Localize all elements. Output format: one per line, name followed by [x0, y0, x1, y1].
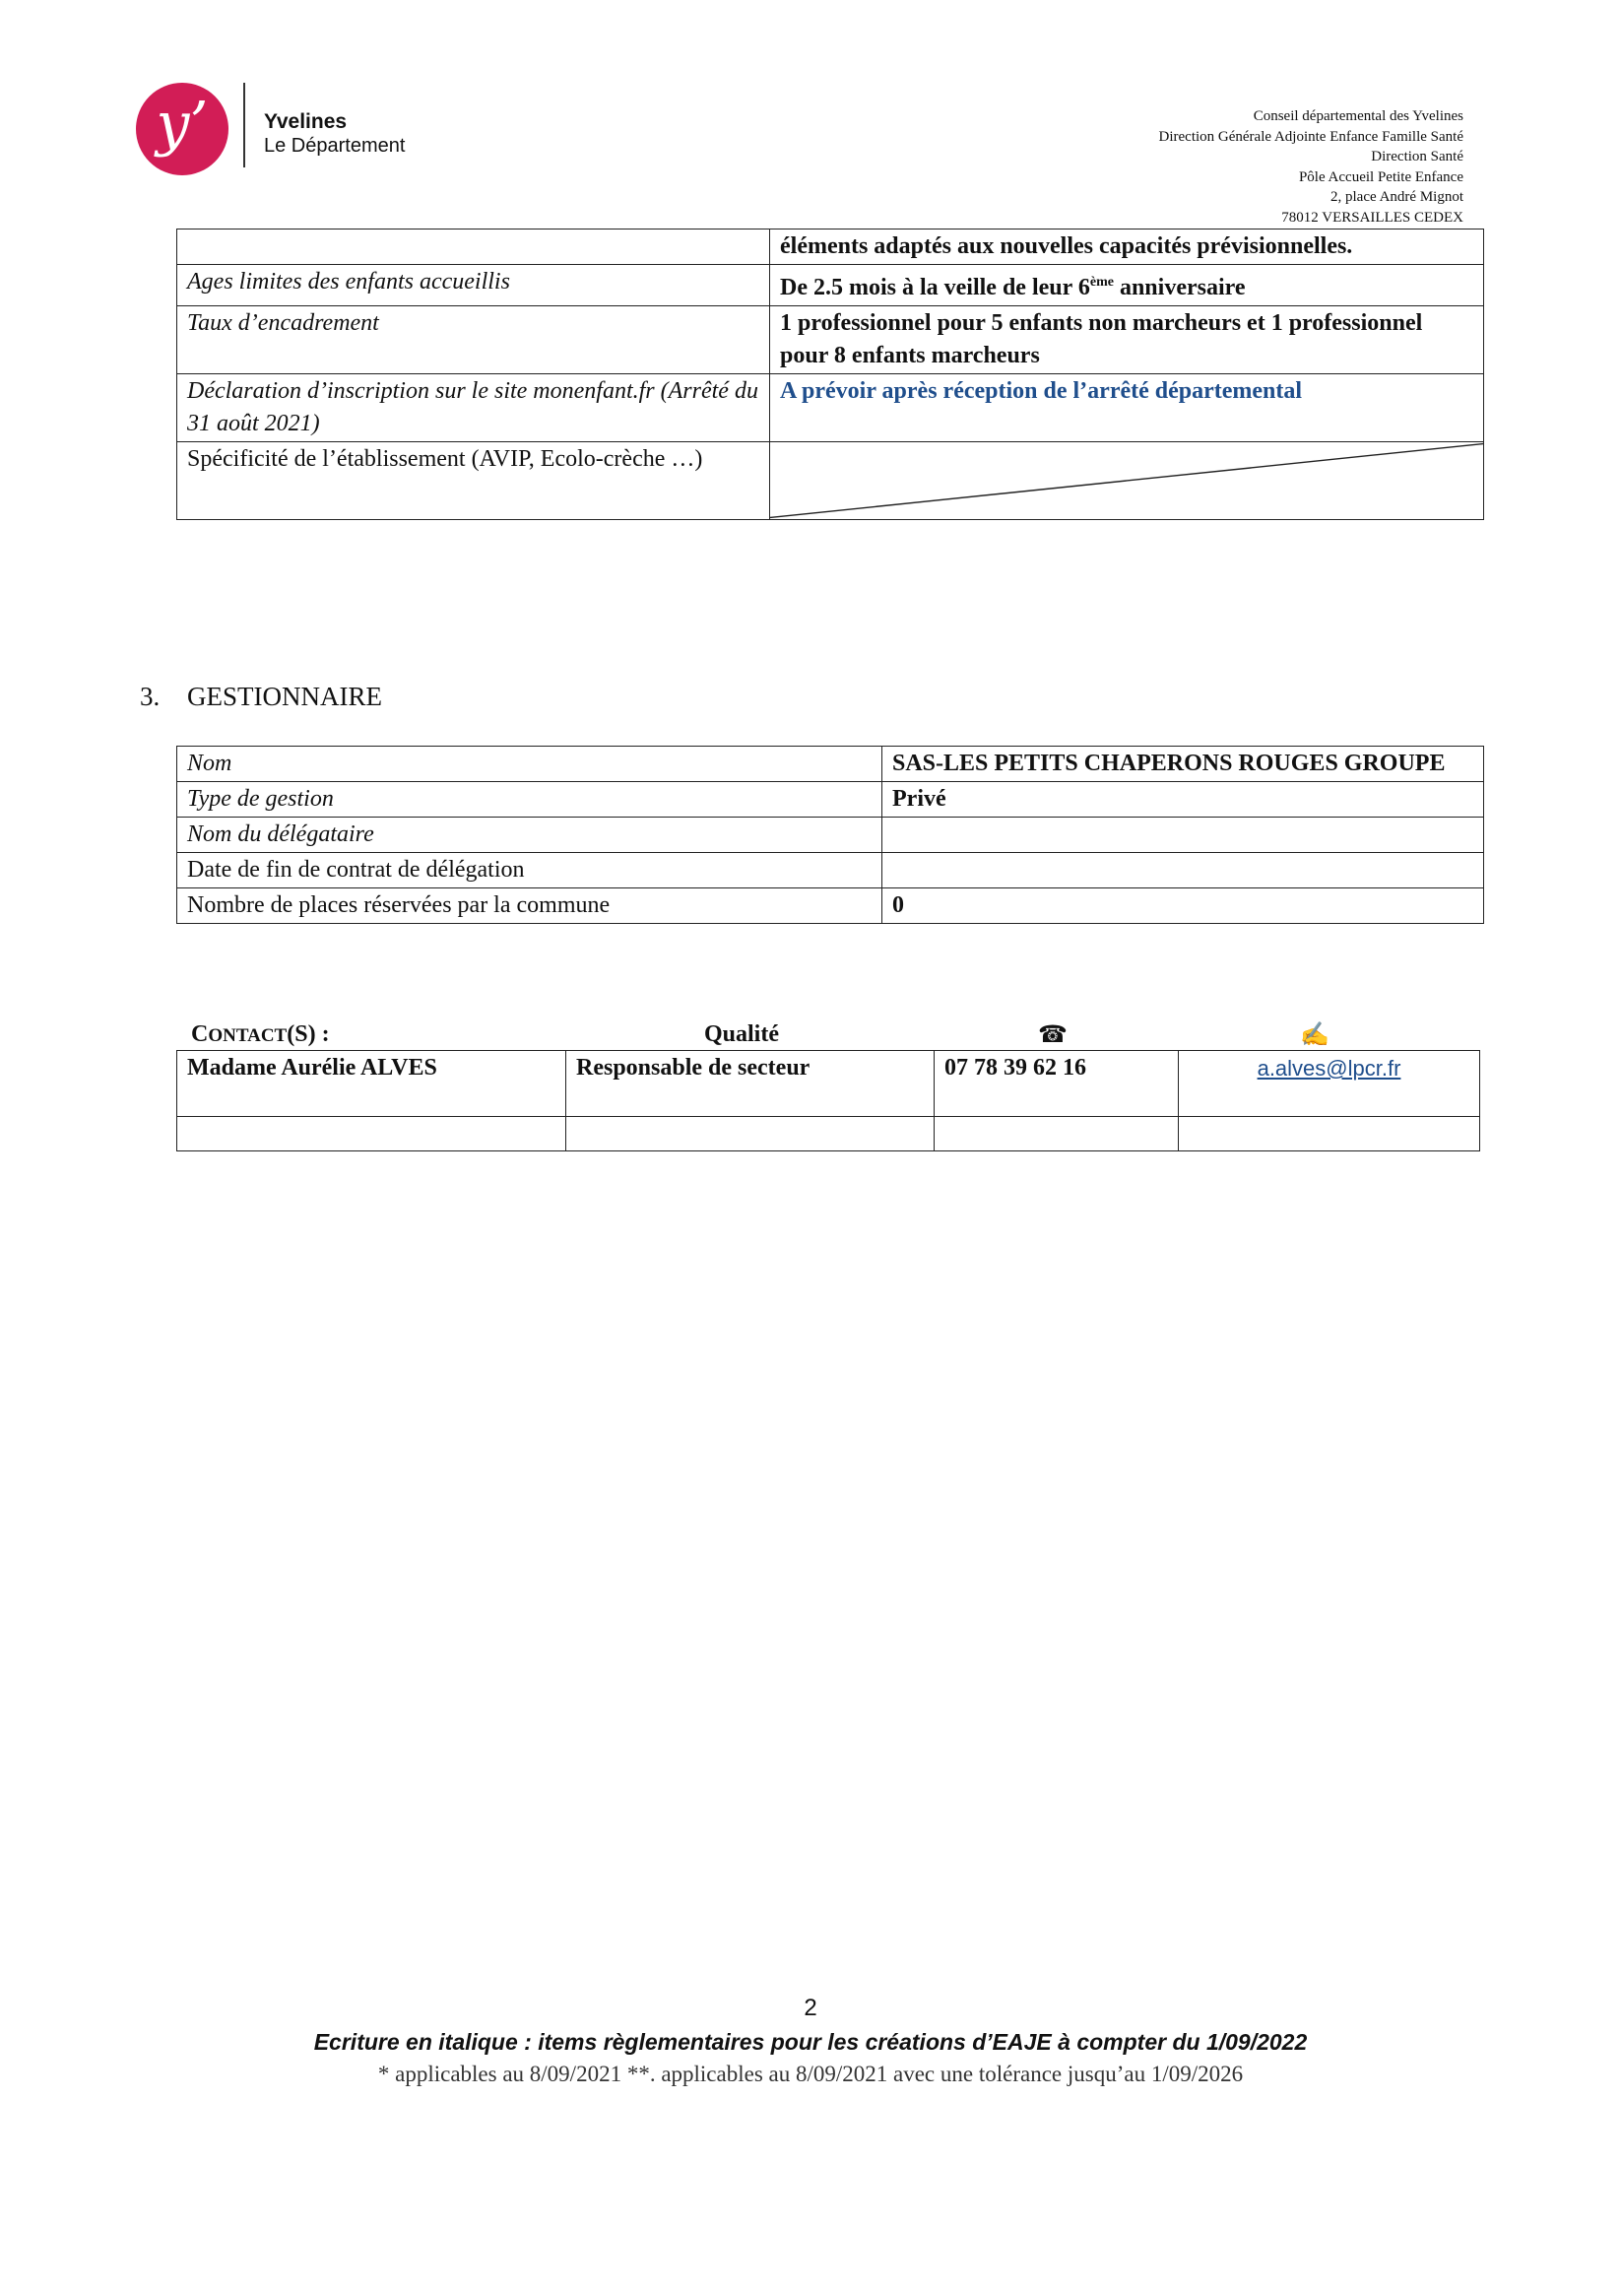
quality-header: Qualité	[704, 1021, 779, 1047]
contact-email-link[interactable]: a.alves@lpcr.fr	[1179, 1051, 1480, 1117]
sender-address	[1159, 106, 1463, 228]
address-line: Direction Générale Adjointe Enfance Famille Santé	[1158, 128, 1463, 145]
address-line: 78012 VERSAILLES CEDEX	[1281, 209, 1463, 226]
contact-phone: 07 78 39 62 16	[935, 1051, 1179, 1117]
establishment-table	[176, 229, 1484, 520]
address-line: 2, place André Mignot	[1330, 189, 1463, 205]
reserved-places-label: Nombre de places réservées par la commune	[177, 888, 882, 924]
delegate-label: Nom du délégataire	[177, 818, 882, 853]
table-row	[177, 782, 1484, 818]
capacity-note: éléments adaptés aux nouvelles capacités prévisionnelles.	[770, 230, 1484, 265]
table-cell	[566, 1117, 935, 1151]
declaration-label: Déclaration d’inscription sur le site monenfant.fr (Arrêté du 31 août 2021)	[177, 374, 770, 442]
yvelines-logo: y’	[136, 83, 228, 175]
contract-end-label: Date de fin de contrat de délégation	[177, 853, 882, 888]
table-row	[177, 374, 1484, 442]
contacts-table	[176, 1050, 1480, 1151]
table-cell	[1179, 1117, 1480, 1151]
taux-label: Taux d’encadrement	[177, 306, 770, 374]
section-title: 3. GESTIONNAIRE	[140, 682, 382, 711]
contacts-heading: CONTACT(S) :	[191, 1021, 330, 1047]
mail-icon: ✍	[1300, 1022, 1329, 1048]
table-row	[177, 818, 1484, 853]
specificity-label: Spécificité de l’établissement (AVIP, Ecolo-crèche …)	[177, 442, 770, 520]
management-type-label: Type de gestion	[177, 782, 882, 818]
table-cell	[935, 1117, 1179, 1151]
diagonal-strike	[770, 442, 1483, 519]
table-row	[177, 230, 1484, 265]
table-row	[177, 888, 1484, 924]
table-row	[177, 1117, 1480, 1151]
logo-name: Yvelines	[264, 110, 348, 133]
phone-icon: ☎	[1038, 1022, 1068, 1048]
reserved-places-value: 0	[882, 888, 1484, 924]
management-type-value: Privé	[882, 782, 1484, 818]
footer-applicable-note: * applicables au 8/09/2021 **. applicables au 8/09/2021 avec une tolérance jusqu’au 1/09/2026	[377, 2062, 1244, 2086]
table-cell	[177, 1117, 566, 1151]
table-row	[177, 747, 1484, 782]
table-row	[177, 306, 1484, 374]
name-label: Nom	[177, 747, 882, 782]
name-value: SAS-LES PETITS CHAPERONS ROUGES GROUPE	[882, 747, 1484, 782]
ages-label: Ages limites des enfants accueillis	[177, 265, 770, 306]
table-row	[177, 853, 1484, 888]
logo-subtitle: Le Département	[264, 135, 406, 157]
table-row	[177, 265, 1484, 306]
delegate-value	[882, 818, 1484, 853]
footer-italic-note: Ecriture en italique : items règlementaires pour les créations d’EAJE à compter du 1/09/2022	[313, 2029, 1308, 2055]
contract-end-value	[882, 853, 1484, 888]
table-row	[177, 442, 1484, 520]
logo-divider	[243, 83, 245, 167]
address-line: Conseil départemental des Yvelines	[1253, 108, 1463, 124]
table-cell	[177, 230, 770, 265]
ages-value: De 2.5 mois à la veille de leur 6ème anniversaire	[770, 265, 1484, 306]
manager-table	[176, 746, 1484, 924]
struck-cell	[770, 442, 1484, 520]
table-row	[177, 1051, 1480, 1117]
contact-name: Madame Aurélie ALVES	[177, 1051, 566, 1117]
address-line: Direction Santé	[1371, 149, 1463, 164]
address-line: Pôle Accueil Petite Enfance	[1298, 168, 1463, 185]
page-number: 2	[804, 1995, 817, 2021]
declaration-value: A prévoir après réception de l’arrêté départemental	[770, 374, 1484, 442]
taux-value: 1 professionnel pour 5 enfants non marcheurs et 1 professionnel pour 8 enfants marcheurs	[770, 306, 1484, 374]
contact-quality: Responsable de secteur	[566, 1051, 935, 1117]
